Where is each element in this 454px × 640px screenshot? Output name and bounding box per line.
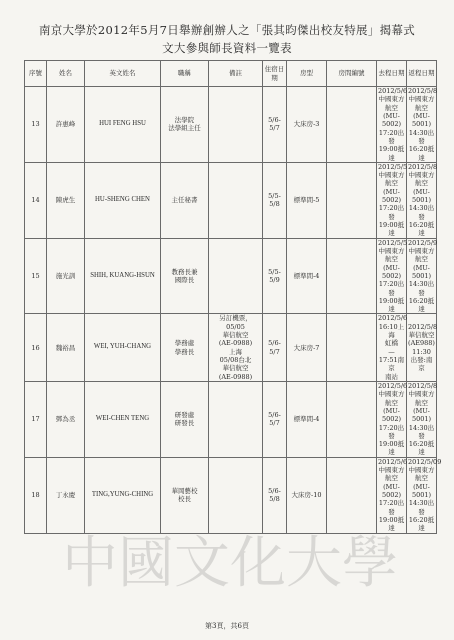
return-cell: 2012/5/8 中國東方 航空 (MU- 5001) 14:30出發 16:20抵達 xyxy=(408,87,438,162)
note-cell xyxy=(209,238,263,314)
seq-cell: 13 xyxy=(25,87,47,163)
document-subtitle: 文大參與師長資料一覽表 xyxy=(162,41,292,55)
room-type-cell: 大床房-7 xyxy=(287,314,327,382)
stay-dates-cell: 5/5-5/8 xyxy=(263,162,287,238)
seq-cell: 16 xyxy=(25,314,47,382)
room-type-cell: 大床房-3 xyxy=(287,87,327,163)
return-cell: 2012/5/9 中國東方 航空 (MU- 5001) 14:30出發 16:20抵達 xyxy=(408,238,438,314)
seq-cell: 17 xyxy=(25,381,47,457)
return-cell: 2012/5/8 中國東方 航空 (MU- 5001) 14:30出發 16:20抵達 xyxy=(408,162,438,238)
english-name-cell: HU-SHENG CHEN xyxy=(85,162,161,238)
return-cell: 2012/5/09 中國東方 航空 (MU- 5001) 14:30出發 16:20抵達 xyxy=(408,457,442,533)
departure-cell: 2012/5/6 中國東方 航空 (MU-5002) 17:20出發 19:00抵達 xyxy=(378,457,408,533)
note-cell xyxy=(209,87,263,163)
seq-cell: 15 xyxy=(25,238,47,314)
room-type-cell: 標準間-4 xyxy=(287,238,327,314)
seq-cell: 18 xyxy=(25,457,47,533)
seq-cell: 14 xyxy=(25,162,47,238)
col-header: 職稱 xyxy=(161,61,209,87)
col-header: 去程日期 xyxy=(377,61,407,87)
table-row xyxy=(25,238,437,314)
stay-dates-cell: 5/5-5/9 xyxy=(263,238,287,314)
departure-cell: 2012/5/6 中國東方 航空 (MU-5002) 17:20出發 19:00抵達 xyxy=(378,381,408,457)
job-title-cell: 主任秘書 xyxy=(161,162,209,238)
english-name-cell: WEI-CHEN TENG xyxy=(85,381,161,457)
english-name-cell: TING,YUNG-CHING xyxy=(85,457,161,533)
name-cell: 許惠峰 xyxy=(47,87,85,163)
room-type-cell: 標準間-4 xyxy=(287,381,327,457)
note-cell xyxy=(209,162,263,238)
departure-cell: 2012/5/5 中國東方 航空 (MU-5002) 17:20出發 19:00抵達 xyxy=(378,238,408,314)
name-cell: 魏裕昌 xyxy=(47,314,85,382)
note-cell: 另訂機票， 05/05 華信航空 (AE-0988) 上海 05/08台北 華信航空 (AE-0988) xyxy=(209,314,263,382)
name-cell: 施光訓 xyxy=(47,238,85,314)
col-header: 房型 xyxy=(287,61,327,87)
job-title-cell: 華岡藝校 校長 xyxy=(161,457,209,533)
roster-table xyxy=(24,60,442,534)
document-title: 南京大學於2012年5月7日舉辦創辦人之「張其昀傑出校友特展」揭幕式 xyxy=(38,23,416,37)
job-title-cell: 研發處 研發長 xyxy=(161,381,209,457)
room-type-cell: 大床房-10 xyxy=(287,457,327,533)
room-number-cell xyxy=(327,87,377,163)
name-cell: 丁永慶 xyxy=(47,457,85,533)
col-header: 備註 xyxy=(209,61,263,87)
watermark-text: 中國文化大學 xyxy=(62,531,398,596)
return-cell: 2012/5/8 中國東方 航空 (MU- 5001) 14:30出發 16:20抵達 xyxy=(408,381,438,457)
room-type-cell: 標準間-5 xyxy=(287,162,327,238)
table-row xyxy=(25,381,437,457)
room-number-cell xyxy=(327,381,377,457)
stay-dates-cell: 5/6-5/7 xyxy=(263,87,287,163)
departure-cell: 2012/5/5 中國東方 航空 (MU-5002) 17:20出發 19:00抵達 xyxy=(378,162,408,238)
stay-dates-cell: 5/6-5/7 xyxy=(263,381,287,457)
english-name-cell: WEI, YUH-CHANG xyxy=(85,314,161,382)
departure-cell: 2012/5/6 中國東方 航空 (MU-5002) 17:20出發 19:00抵達 xyxy=(378,87,408,162)
table-row xyxy=(25,314,437,382)
job-title-cell: 教務長兼 國際長 xyxy=(161,238,209,314)
university-watermark xyxy=(62,522,398,602)
departure-cell: 2012/5/6 16:10上海 虹橋 — 17:51南京 南站 xyxy=(378,314,408,381)
name-cell: 陳虎生 xyxy=(47,162,85,238)
return-cell: 2012/5/8 華信航空 (AE988) 11:30 出發:南京 xyxy=(407,314,437,382)
stay-dates-cell: 5/6-5/7 xyxy=(263,314,287,382)
col-header: 序號 xyxy=(25,61,47,87)
col-header: 返程日期 xyxy=(407,61,437,87)
col-header: 英文姓名 xyxy=(85,61,161,87)
note-cell xyxy=(209,381,263,457)
col-header: 房間編號 xyxy=(327,61,377,87)
col-header: 住宿日期 xyxy=(263,61,287,87)
stay-dates-cell: 5/6-5/8 xyxy=(263,457,287,533)
room-number-cell xyxy=(327,238,377,314)
english-name-cell: SHIH, KUANG-HSUN xyxy=(85,238,161,314)
job-title-cell: 學務處 學務長 xyxy=(161,314,209,382)
col-header: 姓名 xyxy=(47,61,85,87)
room-number-cell xyxy=(327,162,377,238)
job-title-cell: 法學院 法學組主任 xyxy=(161,87,209,163)
name-cell: 鄧為丞 xyxy=(47,381,85,457)
table-row xyxy=(25,162,437,238)
page-footer: 第3頁，共6頁 xyxy=(205,622,249,630)
header-row xyxy=(25,61,437,87)
english-name-cell: HUI FENG HSU xyxy=(85,87,161,163)
room-number-cell xyxy=(327,314,377,382)
table-row xyxy=(25,87,437,163)
